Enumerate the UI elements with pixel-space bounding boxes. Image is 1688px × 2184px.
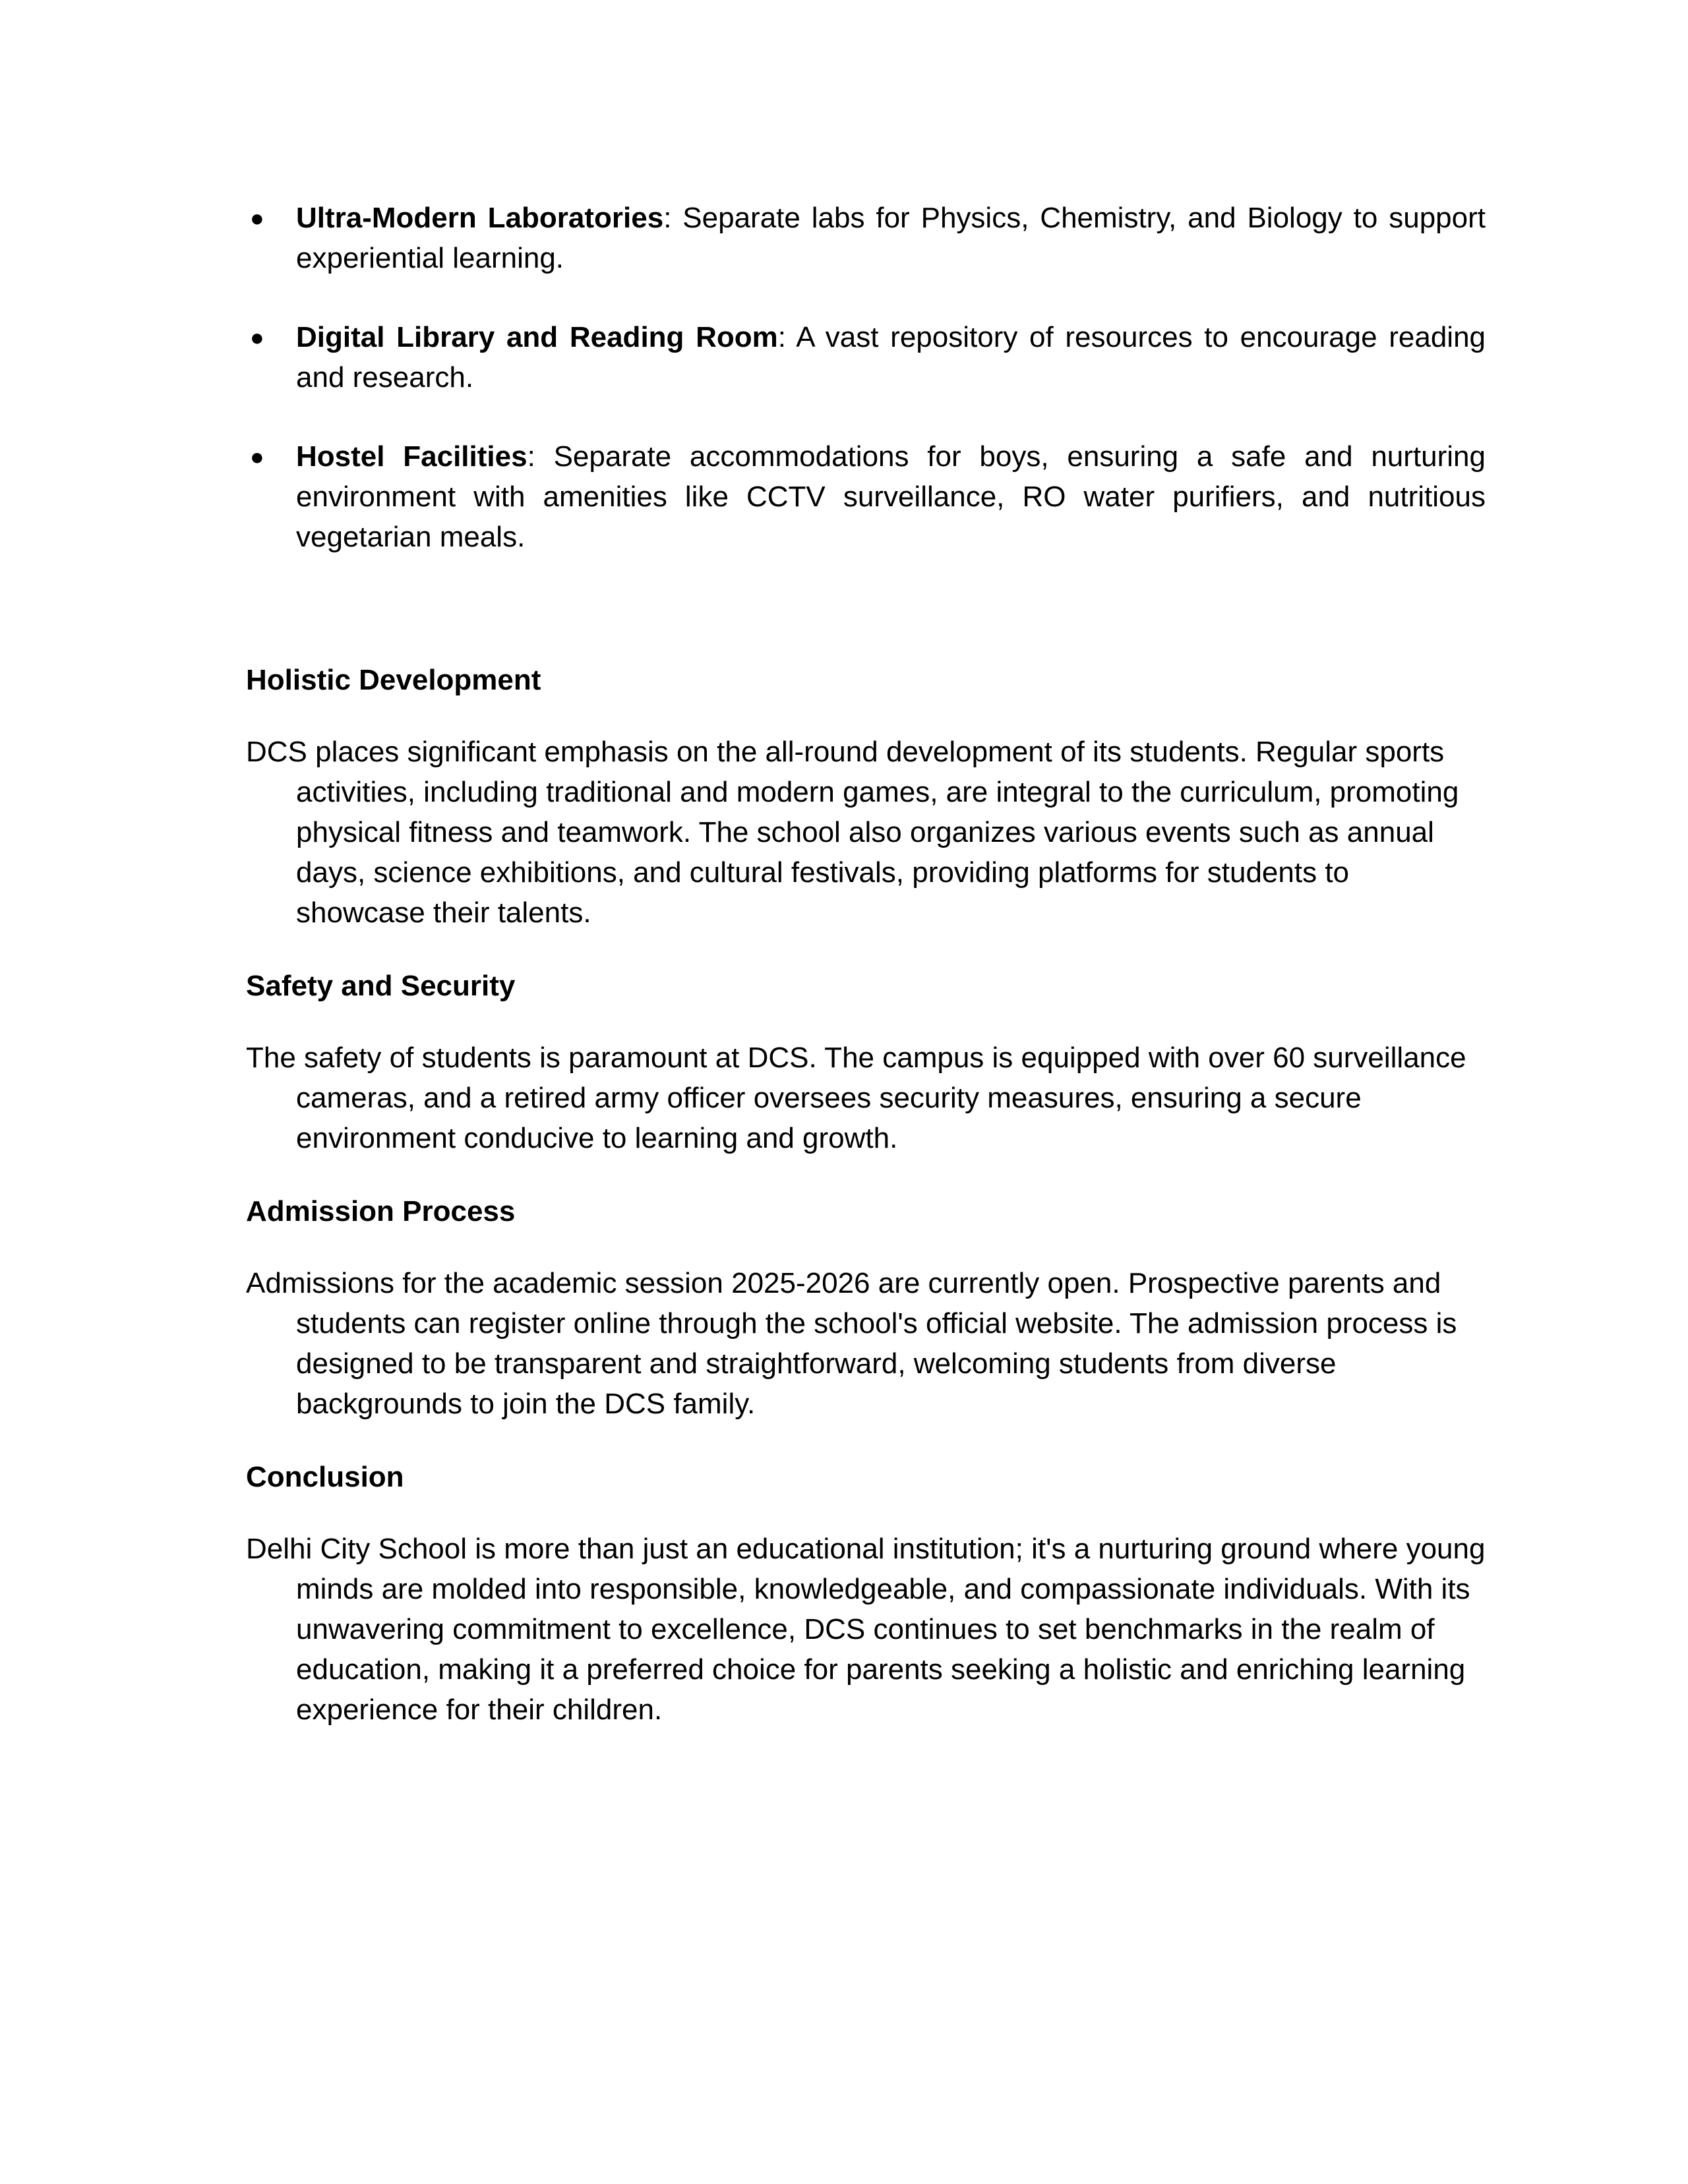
bullet-icon: ● xyxy=(250,324,264,351)
list-item-title: Ultra-Modern Laboratories xyxy=(296,202,664,234)
document-content xyxy=(246,198,1486,1730)
section-heading-holistic-development: Holistic Development xyxy=(246,664,541,696)
list-item-title: Hostel Facilities xyxy=(296,440,528,473)
section-heading-conclusion: Conclusion xyxy=(246,1461,404,1493)
list-item-text: : Separate accommodations for boys, ensuring a safe and nurturing environment with amenities like CCTV surveillance, RO water purifiers, and nutritious vegetarian meals. xyxy=(296,440,1486,553)
section-body-holistic-development: DCS places significant emphasis on the all-round development of its students. Regular sports activities, including traditional and modern games, are integral to the curriculum, promoting physical fitness and teamwork. The school also organizes various events such as annual days, science exhibitions, and cultural festivals, providing platforms for students to showcase their talents. xyxy=(246,736,1459,929)
bullet-icon: ● xyxy=(250,204,264,231)
section-body-safety-security: The safety of students is paramount at DCS. The campus is equipped with over 60 surveillance cameras, and a retired army officer oversees security measures, ensuring a secure environment conducive to learning and growth. xyxy=(246,1042,1466,1154)
facilities-list xyxy=(246,198,1486,557)
list-item-hostel xyxy=(246,436,1486,557)
list-item-digital-library xyxy=(246,317,1486,398)
section-heading-safety-security: Safety and Security xyxy=(246,970,516,1002)
list-item-text: : Separate labs for Physics, Chemistry, and Biology to support experiential learning. xyxy=(296,202,1486,274)
list-item-title: Digital Library and Reading Room xyxy=(296,321,778,353)
list-item-laboratories xyxy=(246,198,1486,278)
bullet-icon: ● xyxy=(250,443,264,470)
list-item-text: : A vast repository of resources to encourage reading and research. xyxy=(296,321,1486,394)
section-heading-admission-process: Admission Process xyxy=(246,1195,516,1227)
section-body-conclusion: Delhi City School is more than just an educational institution; it's a nurturing ground where young minds are molded into responsible, knowledgeable, and compassionate individuals. With its unwavering commitment to excellence, DCS continues to set benchmarks in the realm of education, making it a preferred choice for parents seeking a holistic and enriching learning experience for their children. xyxy=(246,1533,1486,1726)
section-body-admission-process: Admissions for the academic session 2025-2026 are currently open. Prospective parents and students can register online through the school's official website. The admission process is designed to be transparent and straightforward, welcoming students from diverse backgrounds to join the DCS family. xyxy=(246,1267,1457,1420)
